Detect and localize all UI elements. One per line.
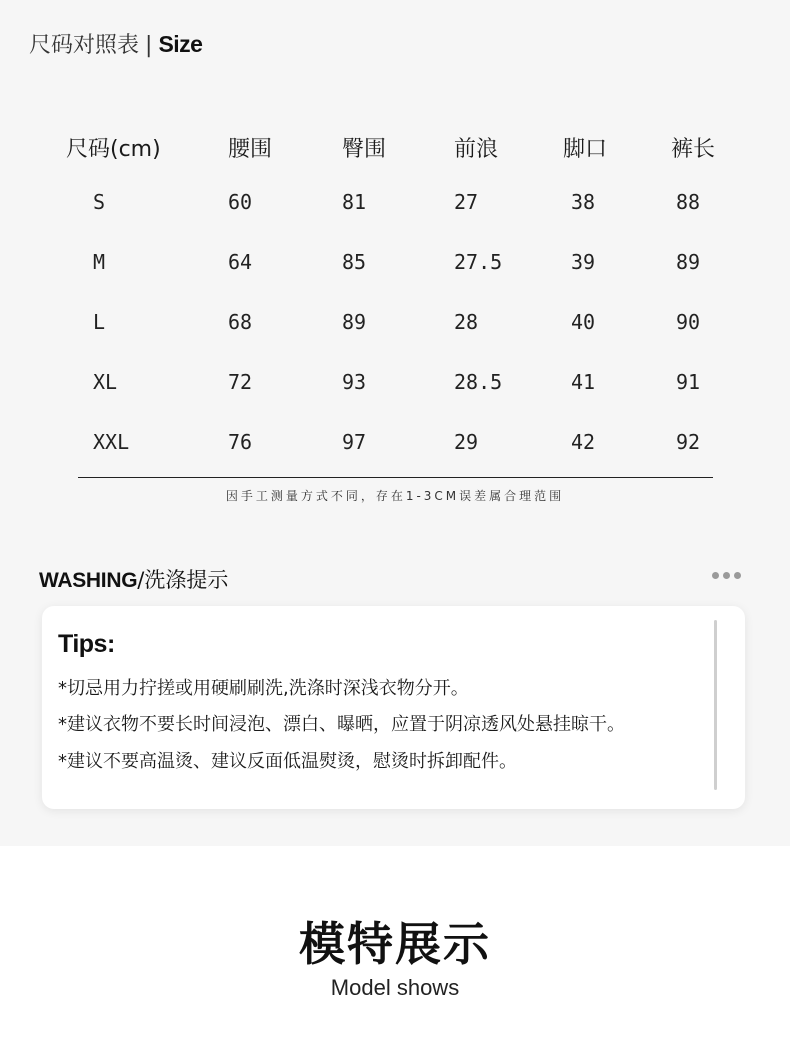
- cell-size: L: [93, 310, 106, 334]
- tips-title: Tips:: [58, 630, 115, 658]
- size-title-cn: 尺码对照表: [29, 33, 140, 58]
- cell-rise: 28.5: [454, 370, 503, 394]
- tip-item: *建议不要高温烫、建议反面低温熨烫，慰烫时拆卸配件。: [58, 751, 517, 772]
- size-chart-table: [40, 122, 751, 472]
- table-row: [40, 352, 751, 412]
- model-section-subtitle: Model shows: [330, 975, 460, 1000]
- cell-waist: 60: [228, 190, 253, 214]
- cell-size: XL: [93, 370, 118, 394]
- cell-hip: 93: [342, 370, 367, 394]
- table-row: [40, 232, 751, 292]
- header-hip: 臀围: [342, 136, 387, 162]
- model-section-title: 模特展示: [299, 917, 491, 971]
- dot: [734, 572, 741, 579]
- tip-item: *切忌用力拧搓或用硬刷刷洗,洗涤时深浅衣物分开。: [58, 678, 469, 699]
- measurement-note: 因手工测量方式不同，存在1-3CM误差属合理范围: [225, 489, 565, 503]
- cell-leg-opening: 39: [571, 250, 596, 274]
- dot: [712, 572, 719, 579]
- cell-length: 90: [676, 310, 701, 334]
- cell-rise: 28: [454, 310, 479, 334]
- cell-waist: 64: [228, 250, 253, 274]
- table-header-row: [40, 122, 751, 172]
- cell-leg-opening: 42: [571, 430, 596, 454]
- header-leg-opening: 脚口: [563, 136, 608, 162]
- cell-leg-opening: 40: [571, 310, 596, 334]
- title-separator: |: [145, 33, 153, 58]
- tip-item: *建议衣物不要长时间浸泡、漂白、曝晒，应置于阴凉透风处悬挂晾干。: [58, 714, 625, 735]
- cell-hip: 81: [342, 190, 367, 214]
- washing-section-title: [39, 564, 228, 594]
- cell-leg-opening: 38: [571, 190, 596, 214]
- cell-rise: 29: [454, 430, 479, 454]
- cell-length: 91: [676, 370, 701, 394]
- washing-title-cn: /洗涤提示: [137, 568, 229, 592]
- cell-length: 89: [676, 250, 701, 274]
- header-size: 尺码(cm): [66, 136, 161, 162]
- cell-rise: 27.5: [454, 250, 503, 274]
- header-length: 裤长: [671, 136, 716, 162]
- cell-size: M: [93, 250, 106, 274]
- dot: [723, 572, 730, 579]
- cell-size: XXL: [93, 430, 130, 454]
- size-title-en: Size: [158, 31, 203, 57]
- more-dots-icon[interactable]: [712, 572, 741, 579]
- cell-length: 88: [676, 190, 701, 214]
- cell-size: S: [93, 190, 106, 214]
- header-waist: 腰围: [228, 136, 273, 162]
- cell-leg-opening: 41: [571, 370, 596, 394]
- cell-waist: 68: [228, 310, 253, 334]
- cell-hip: 85: [342, 250, 367, 274]
- cell-waist: 72: [228, 370, 253, 394]
- cell-hip: 89: [342, 310, 367, 334]
- cell-length: 92: [676, 430, 701, 454]
- cell-waist: 76: [228, 430, 253, 454]
- table-row: [40, 172, 751, 232]
- table-divider: [78, 477, 713, 478]
- table-row: [40, 412, 751, 472]
- size-section-title: [29, 28, 202, 59]
- washing-title-en: WASHING: [39, 569, 138, 592]
- tips-card: [42, 606, 745, 809]
- cell-rise: 27: [454, 190, 479, 214]
- cell-hip: 97: [342, 430, 367, 454]
- header-rise: 前浪: [454, 136, 499, 162]
- table-row: [40, 292, 751, 352]
- tips-scrollbar[interactable]: [714, 620, 717, 790]
